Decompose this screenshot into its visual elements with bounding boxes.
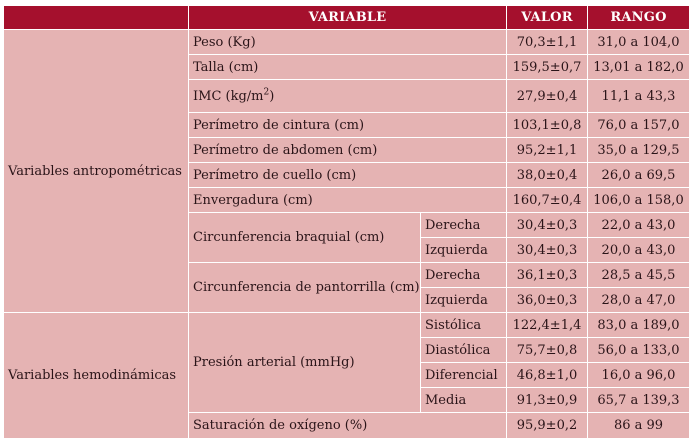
header-rango: RANGO (588, 6, 690, 30)
valor-imc: 27,9±0,4 (507, 80, 588, 113)
rango-diastolica: 56,0 a 133,0 (588, 338, 690, 363)
imc-label-end: ) (269, 88, 275, 104)
sub-label-braquial-izquierda: Izquierda (421, 238, 507, 263)
table-row (4, 30, 690, 55)
rango-imc: 11,1 a 43,3 (588, 80, 690, 113)
row-label-talla: Talla (cm) (189, 55, 507, 80)
rango-sistolica: 83,0 a 189,0 (588, 313, 690, 338)
header-blank (4, 6, 189, 30)
row-label-braquial: Circunferencia braquial (cm) (189, 213, 421, 263)
sub-label-sistolica: Sistólica (421, 313, 507, 338)
row-label-imc (189, 80, 507, 113)
valor-cuello: 38,0±0,4 (507, 163, 588, 188)
imc-label-sup: 2 (263, 87, 270, 98)
rango-pantorrilla-izquierda: 28,0 a 47,0 (588, 288, 690, 313)
sub-label-media: Media (421, 388, 507, 413)
table-row (4, 313, 690, 338)
rango-braquial-izquierda: 20,0 a 43,0 (588, 238, 690, 263)
rango-media: 65,7 a 139,3 (588, 388, 690, 413)
rango-saturacion: 86 a 99 (588, 413, 690, 439)
sub-label-pantorrilla-derecha: Derecha (421, 263, 507, 288)
sub-label-diferencial: Diferencial (421, 363, 507, 388)
rango-braquial-derecha: 22,0 a 43,0 (588, 213, 690, 238)
rango-envergadura: 106,0 a 158,0 (588, 188, 690, 213)
rango-cuello: 26,0 a 69,5 (588, 163, 690, 188)
row-label-presion: Presión arterial (mmHg) (189, 313, 421, 413)
sub-label-diastolica: Diastólica (421, 338, 507, 363)
rango-talla: 13,01 a 182,0 (588, 55, 690, 80)
valor-media: 91,3±0,9 (507, 388, 588, 413)
header-valor: VALOR (507, 6, 588, 30)
valor-peso: 70,3±1,1 (507, 30, 588, 55)
valor-talla: 159,5±0,7 (507, 55, 588, 80)
variables-table (3, 5, 690, 439)
row-label-envergadura: Envergadura (cm) (189, 188, 507, 213)
row-label-peso: Peso (Kg) (189, 30, 507, 55)
valor-pantorrilla-izquierda: 36,0±0,3 (507, 288, 588, 313)
valor-braquial-derecha: 30,4±0,3 (507, 213, 588, 238)
valor-diastolica: 75,7±0,8 (507, 338, 588, 363)
rango-cintura: 76,0 a 157,0 (588, 113, 690, 138)
valor-envergadura: 160,7±0,4 (507, 188, 588, 213)
valor-braquial-izquierda: 30,4±0,3 (507, 238, 588, 263)
rango-diferencial: 16,0 a 96,0 (588, 363, 690, 388)
valor-abdomen: 95,2±1,1 (507, 138, 588, 163)
header-row (4, 6, 690, 30)
valor-sistolica: 122,4±1,4 (507, 313, 588, 338)
sub-label-pantorrilla-izquierda: Izquierda (421, 288, 507, 313)
rango-abdomen: 35,0 a 129,5 (588, 138, 690, 163)
valor-pantorrilla-derecha: 36,1±0,3 (507, 263, 588, 288)
row-label-abdomen: Perímetro de abdomen (cm) (189, 138, 507, 163)
sub-label-braquial-derecha: Derecha (421, 213, 507, 238)
row-label-cuello: Perímetro de cuello (cm) (189, 163, 507, 188)
rango-peso: 31,0 a 104,0 (588, 30, 690, 55)
valor-diferencial: 46,8±1,0 (507, 363, 588, 388)
valor-saturacion: 95,9±0,2 (507, 413, 588, 439)
row-label-saturacion: Saturación de oxígeno (%) (189, 413, 507, 439)
imc-label-text: IMC (kg/m (193, 88, 264, 104)
valor-cintura: 103,1±0,8 (507, 113, 588, 138)
group-antropometricas: Variables antropométricas (4, 30, 189, 313)
row-label-pantorrilla: Circunferencia de pantorrilla (cm) (189, 263, 421, 313)
rango-pantorrilla-derecha: 28,5 a 45,5 (588, 263, 690, 288)
header-variable: VARIABLE (189, 6, 507, 30)
row-label-cintura: Perímetro de cintura (cm) (189, 113, 507, 138)
group-hemodinamicas: Variables hemodinámicas (4, 313, 189, 439)
